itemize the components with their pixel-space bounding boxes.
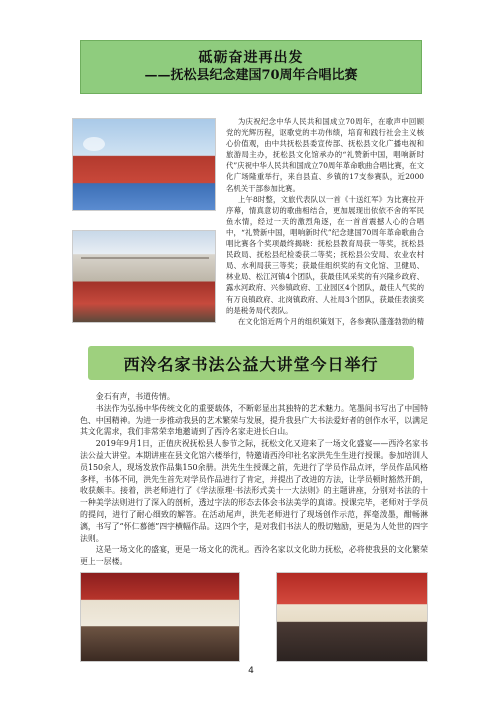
section2-paragraph: 书法作为弘扬中华传统文化的重要载体，不断彰显出其独特的艺术魅力。笔墨间书写出了中国特色、中国精神。为进一步推动我县的艺术繁荣与发展，提升我县广大书法爱好者的创作水平，以满足其文化需求，我们非常荣幸地邀请到了西泠名家走进长白山。 bbox=[80, 403, 428, 437]
page-number: 4 bbox=[248, 666, 254, 676]
section2-paragraph: 这是一场文化的盛宴，更是一场文化的洗礼。西泠名家以文化助力抚松，必将使我县的文化繁荣更上一层楼。 bbox=[80, 545, 428, 567]
section2-paragraph: 金石有声，书道传情。 bbox=[95, 392, 175, 401]
section1-title-line2: ——抚松县纪念建国70周年合唱比赛 bbox=[144, 68, 358, 83]
calligraphy-demo-photo bbox=[80, 572, 240, 662]
section2-paragraph: 2019年9月1日，正值庆祝抚松县人参节之际，抚松文化又迎来了一场文化盛宴——西泠名家书法公益大讲堂。本期讲座在县文化馆六楼举行，特邀请西泠印社名家洪先生生进行授课。参加培训人员150余人，现场发放作品集150余册。洪先生生授课之前，先进行了学员作品点评，学员作品风格多样，书体不同，洪先生首先对学员作品进行了肯定，并提出了改进的方法，让学员顿时豁然开朗，收获颇丰。接着，洪老师进行了《学法原理·书法形式美十一大法则》的主题讲座，分别对书法的十一种美学法则进行了深入的剖析，透过字法的形态去体会书法美学的真谛。授课完毕，老师对于学员的提问，进行了耐心细致的解答。在活动尾声，洪先老师进行了现场创作示范，挥毫泼墨，酣畅淋漓，书写了“怀仁慕德”四字横幅作品。这四个字，是对我们书法人的殷切勉励，更是为人处世的四字法则。 bbox=[80, 439, 428, 543]
section1-paragraph: 上午8时整，文旅代表队以一首《十送红军》为比赛拉开序幕，情真意切的歌曲相结合，更加展现出依依不舍的军民鱼水情，经过一天的激烈角逐，在一首首震撼人心的合唱中，“礼赞新中国，唱响新时代”纪念建国70周年革命歌曲合唱比赛各个奖项最终揭晓：抚松县教育局获一等奖，抚松县民政局、抚松县纪检委获二等奖；抚松县公安局、农业农村局、水利局获三等奖；获最佳组织奖的有文化馆、卫健局、林业局、松江河镇4个团队，获最佳风采奖的有兴隆乡政府、露水河政府、兴参镇政府、工业园区4个团队，最佳人气奖的有万良镇政府、北岗镇政府、人社局3个团队，获最佳表演奖的是税务局代表队。 bbox=[226, 194, 424, 315]
audience-building-photo bbox=[72, 230, 216, 323]
choir-stage-photo bbox=[72, 118, 216, 211]
section2-title-banner bbox=[88, 346, 414, 380]
section1-title-banner bbox=[80, 40, 422, 94]
section1-title-line1: 砥砺奋进再出发 bbox=[198, 50, 304, 66]
section1-article bbox=[226, 116, 424, 326]
section1-paragraph: 为庆祝纪念中华人民共和国成立70周年，在歌声中回顾党的光辉历程，讴歌党的丰功伟绩，培育和践行社会主义核心价值观，由中共抚松县委宣传部、抚松县文化广播电视和旅游局主办，抚松县文化馆承办的“礼赞新中国，唱响新时代”庆祝中华人民共和国成立70周年革命歌曲合唱比赛，在文化广场隆重举行，来自县直、乡镇的17支参赛队，近2000名机关干部参加比赛。 bbox=[226, 117, 424, 193]
section1-paragraph: 在文化馆近两个月的组织策划下，各参赛队蓬蓬勃勃的精 bbox=[237, 316, 424, 326]
section2-title: 西泠名家书法公益大讲堂今日举行 bbox=[123, 354, 379, 374]
section2-article bbox=[80, 391, 428, 569]
lecture-hall-photo bbox=[276, 572, 428, 662]
